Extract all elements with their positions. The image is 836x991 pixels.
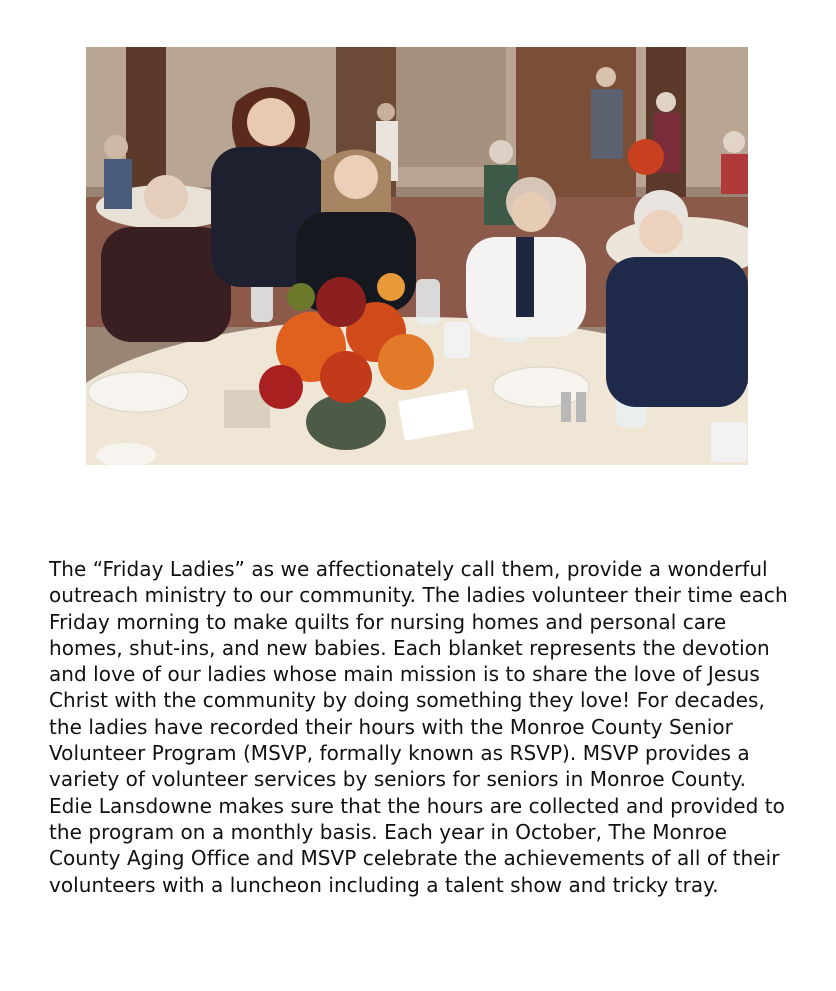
article-paragraph: The “Friday Ladies” as we affectionately call them, provide a wonderful outreach ministry to our community. The ladies volunteer their time each Friday morning to make quilts for nursing homes and personal care homes, shut-ins, and new babies. Each blanket represents the devotion and love of our ladies whose main mission is to share the love of Jesus Christ with the community by doing something they love! For decades, the ladies have recorded their hours with the Monroe County Senior Volunteer Program (MSVP, formally known as RSVP). MSVP provides a variety of volunteer services by seniors for seniors in Monroe County. Edie Lansdowne makes sure that the hours are collected and provided to the program on a monthly basis. Each year in October, The Monroe County Aging Office and MSVP celebrate the achievements of all of their volunteers with a luncheon including a talent show and tricky tray. <box>49 557 788 897</box>
group-photo <box>86 47 748 465</box>
group-photo-illustration <box>86 47 748 465</box>
